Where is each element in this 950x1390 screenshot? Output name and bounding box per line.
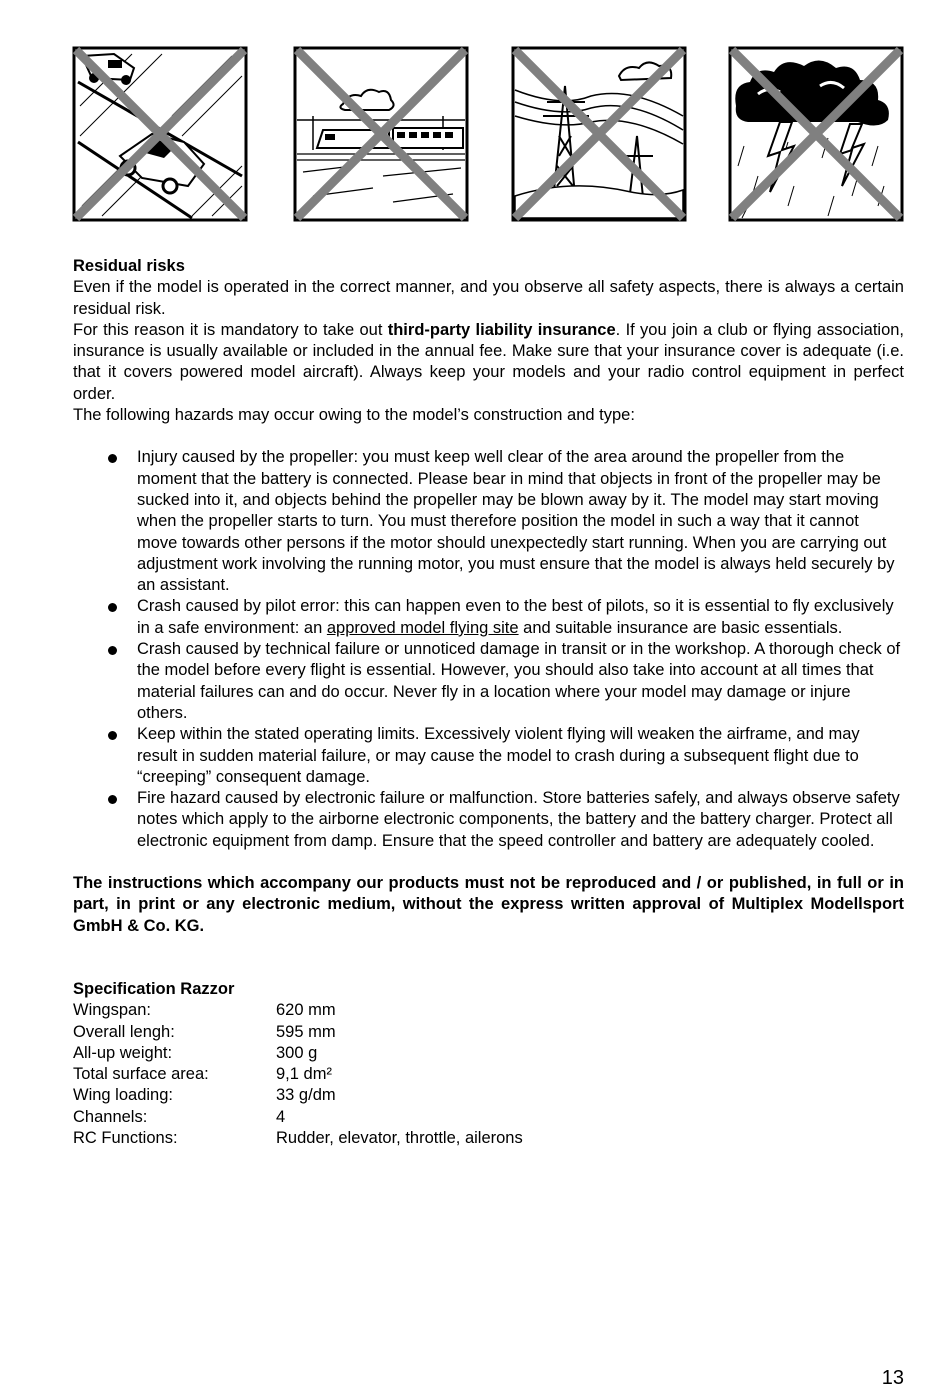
spec-value: 33 g/dm xyxy=(276,1086,336,1105)
page-number: 13 xyxy=(881,1367,904,1389)
hazard-pilot-error-after: and suitable insurance are basic essentials. xyxy=(518,618,843,637)
copyright-notice: The instructions which accompany our products must not be reproduced and / or published, in full or in part, in print or any electronic medium, without the express written approval of Multiplex Modellsport GmbH & Co. KG. xyxy=(73,874,904,935)
spec-label: All-up weight: xyxy=(73,1043,173,1062)
insurance-text-before: For this reason it is mandatory to take out xyxy=(73,320,388,339)
hazard-operating-limits: Keep within the stated operating limits. Excessively violent flying will weaken the airframe, and may result in sudden material failure, or may cause the model to crash during a subsequent flight due to “creeping” consequent damage. xyxy=(137,725,860,786)
railway-train-icon xyxy=(293,46,469,222)
insurance-text-after: . If you join a club or flying association, insurance is usually available or included in the annual fee. Make sure that your insurance cover is adequate (i.e. that it covers powered model aircraft). Always keep your models and your radio control equipment in perfect order. xyxy=(73,320,905,403)
hazard-list xyxy=(73,447,904,852)
thunderstorm-icon xyxy=(728,46,904,222)
hazard-technical-failure: Crash caused by technical failure or unnoticed damage in transit or in the workshop. A thorough check of the model before every flight is essential. However, you should also take into account at all times that material failures can and do occur. Never fly in a location where your model may damage or injure others. xyxy=(137,640,901,722)
road-cars-icon xyxy=(72,46,248,222)
residual-risks-paragraph-2 xyxy=(73,320,904,405)
insurance-emphasis: third-party liability insurance xyxy=(387,320,616,339)
spec-value: 595 mm xyxy=(276,1022,336,1041)
bullet-icon xyxy=(108,795,117,804)
table-row xyxy=(73,1107,523,1128)
table-row xyxy=(73,1043,523,1064)
spec-value: 4 xyxy=(276,1107,286,1126)
spec-label: Channels: xyxy=(73,1107,148,1126)
spec-label: Wing loading: xyxy=(73,1086,173,1105)
list-item xyxy=(73,447,904,596)
hazard-pilot-error-before: Crash caused by pilot error: this can happen even to the best of pilots, so it is essential to fly exclusively in a safe environment: an xyxy=(137,597,894,637)
list-item xyxy=(73,724,904,788)
spec-label: RC Functions: xyxy=(73,1128,178,1147)
list-item xyxy=(73,639,904,724)
hazard-fire: Fire hazard caused by electronic failure or malfunction. Store batteries safely, and always observe safety notes which apply to the airborne electronic components, the battery and the battery charger. Protect all electronic equipment from damp. Ensure that the speed controller and battery are adequately cooled. xyxy=(137,789,900,850)
spec-value: 300 g xyxy=(276,1043,318,1062)
residual-risks-paragraph-3: The following hazards may occur owing to the model’s construction and type: xyxy=(73,406,635,425)
table-row xyxy=(73,1128,523,1149)
residual-risks-heading: Residual risks xyxy=(73,257,185,275)
table-row xyxy=(73,1085,523,1106)
power-lines-icon xyxy=(511,46,687,222)
table-row xyxy=(73,1022,523,1043)
spec-value: 9,1 dm² xyxy=(276,1065,332,1084)
bullet-icon xyxy=(108,646,117,655)
spec-label: Overall lengh: xyxy=(73,1022,175,1041)
bullet-icon xyxy=(108,731,117,740)
spec-value: Rudder, elevator, throttle, ailerons xyxy=(276,1128,523,1147)
spec-label: Wingspan: xyxy=(73,1001,151,1020)
table-row xyxy=(73,1064,523,1085)
list-item xyxy=(73,788,904,852)
specification-table xyxy=(73,1000,523,1149)
warning-pictograms xyxy=(72,46,904,224)
approved-flying-site-underline: approved model flying site xyxy=(326,618,519,637)
spec-label: Total surface area: xyxy=(73,1065,209,1084)
hazard-propeller: Injury caused by the propeller: you must keep well clear of the area around the propeller from the moment that the battery is connected. Please bear in mind that objects in front of the propeller may be sucked into it, and objects behind the propeller may be blown away by it. The model may start moving when the propeller starts to turn. You must therefore position the model in such a way that it cannot move towards other persons if the motor should unexpectedly start running. When you are carrying out adjustment work involving the running motor, you must ensure that the model is always held securely by an assistant. xyxy=(137,448,895,595)
spec-value: 620 mm xyxy=(276,1001,336,1020)
bullet-icon xyxy=(108,603,117,612)
residual-risks-paragraph-1: Even if the model is operated in the correct manner, and you observe all safety aspects, there is always a certain residual risk. xyxy=(73,278,904,318)
specification-heading: Specification Razzor xyxy=(73,979,235,998)
table-row xyxy=(73,1000,523,1021)
page-content xyxy=(73,256,904,1149)
list-item xyxy=(73,596,904,639)
bullet-icon xyxy=(108,454,117,463)
